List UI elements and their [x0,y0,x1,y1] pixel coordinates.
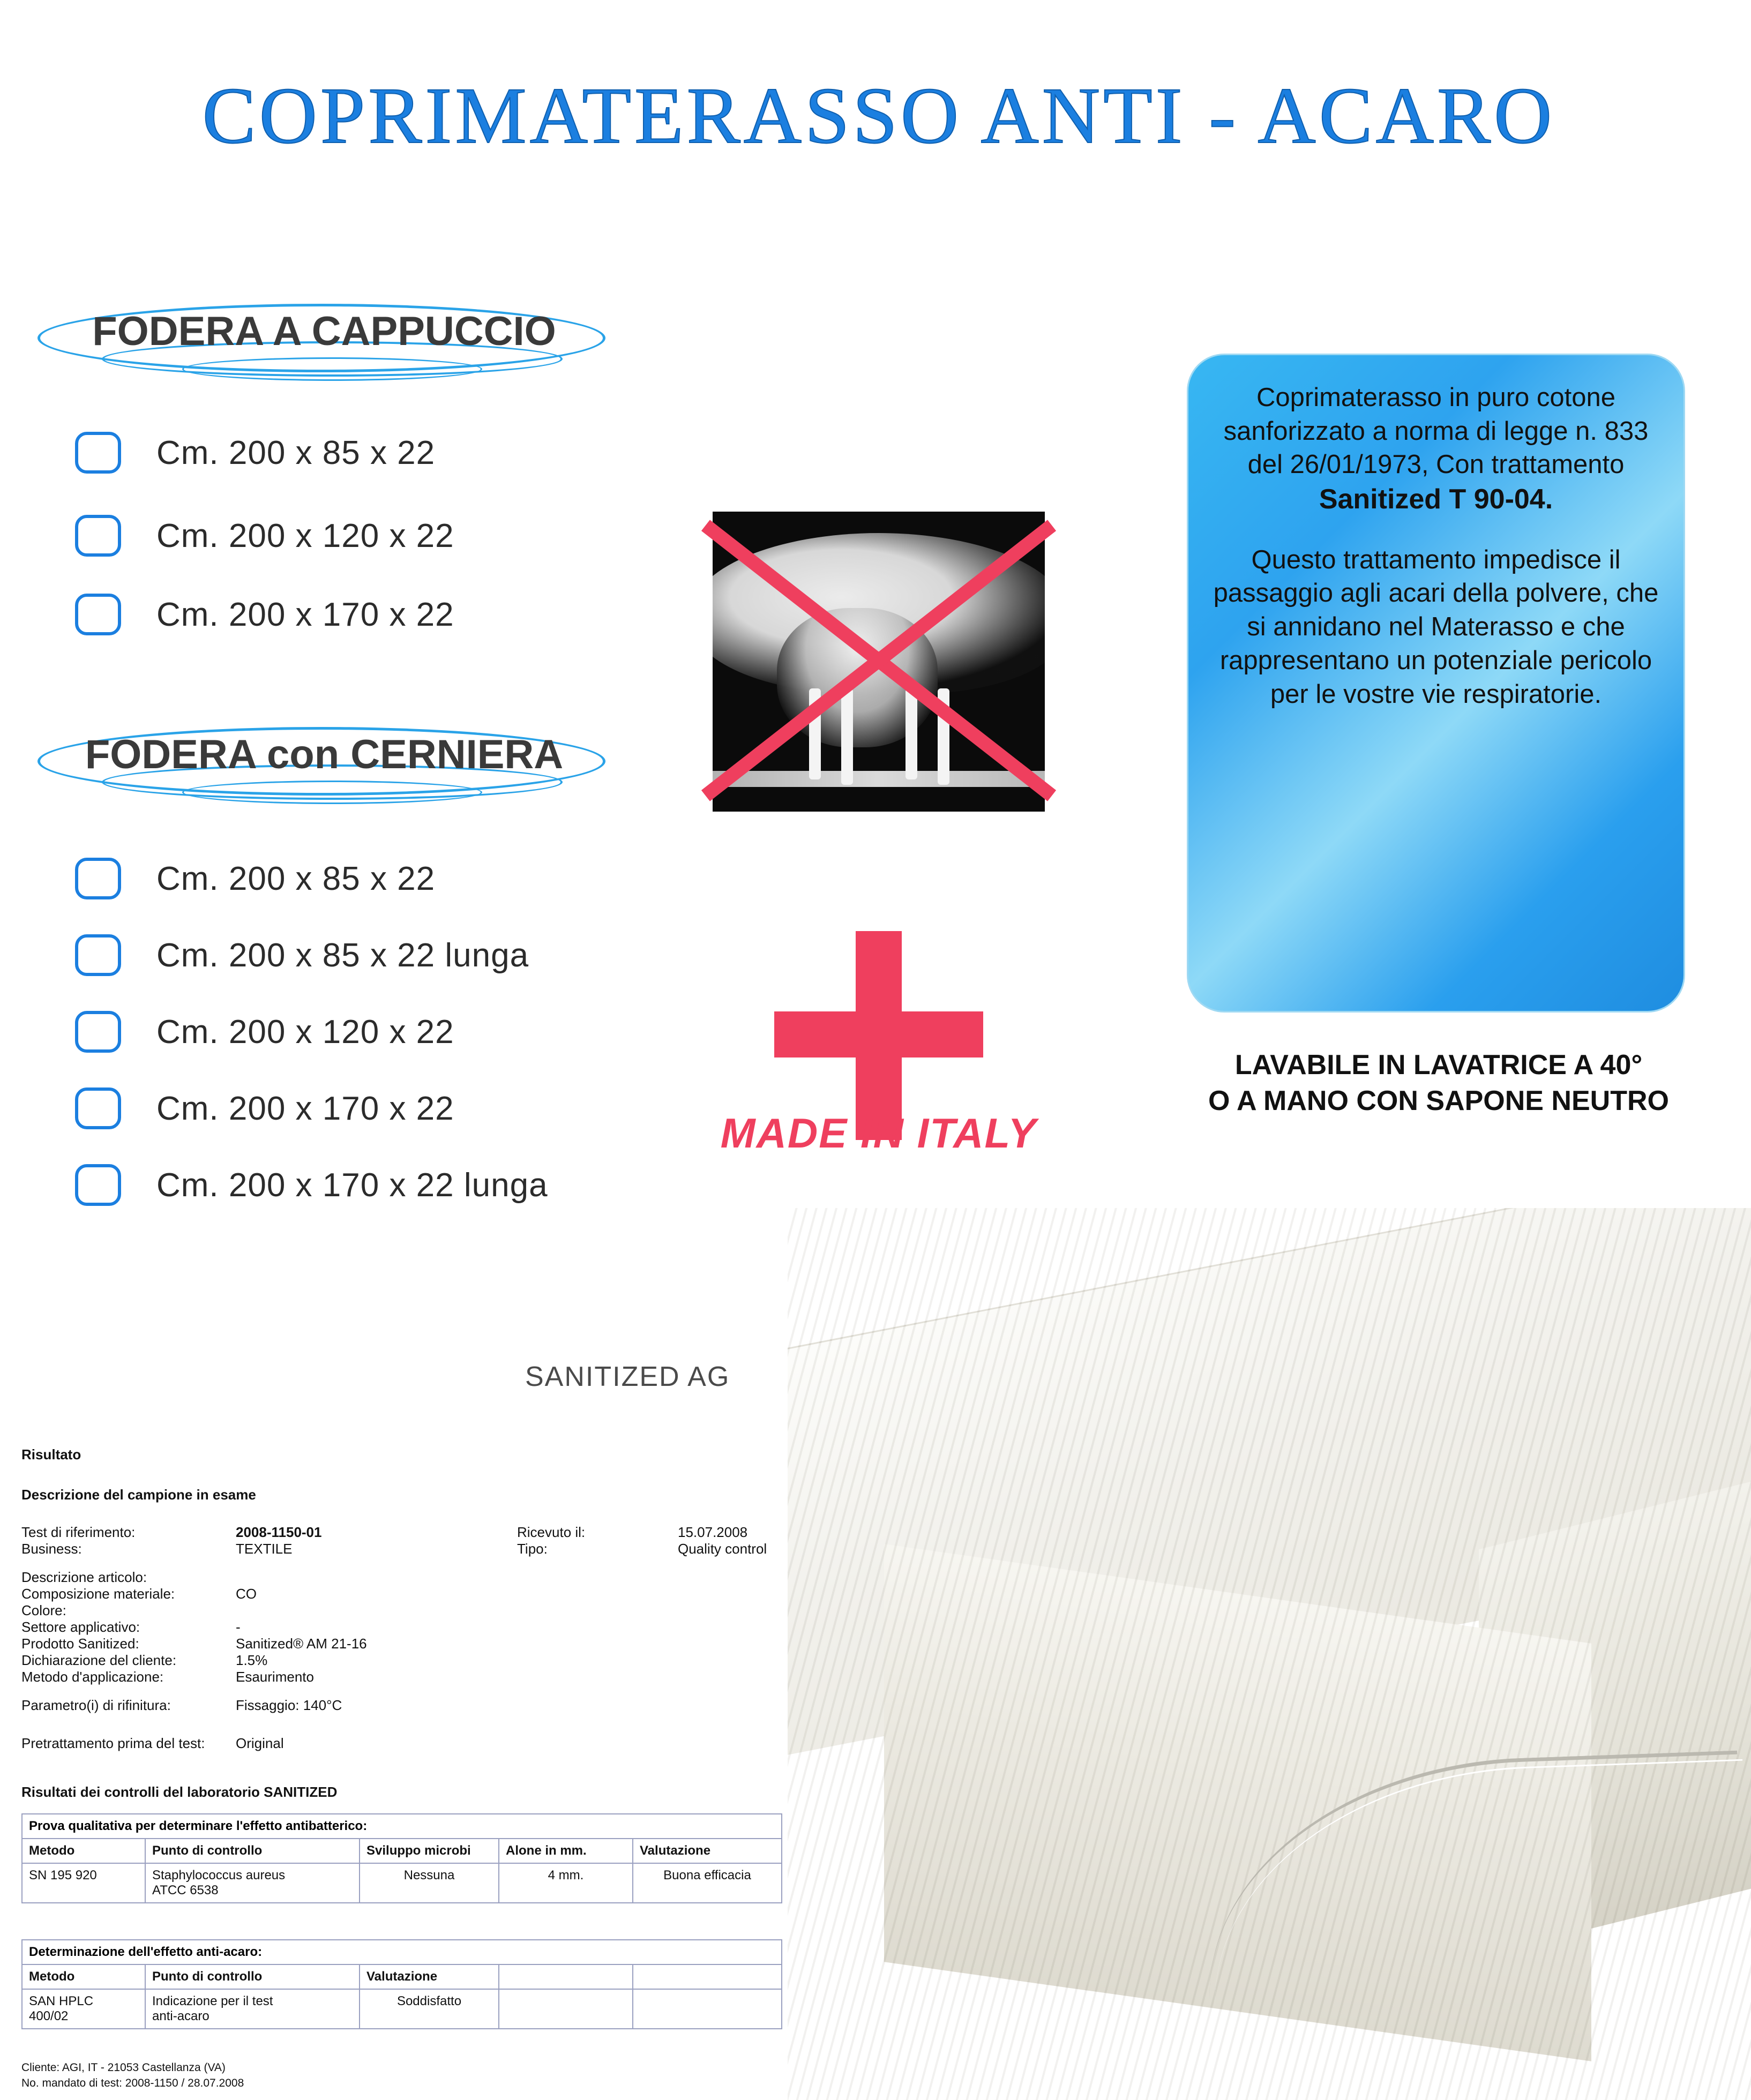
washing-instructions [1187,1047,1690,1119]
table-header-row-2 [22,1964,782,1989]
th2-punto: Punto di controllo [145,1964,360,1989]
footer-line-2: No. mandato di test: 2008-1150 / 28.07.2008 [21,2077,244,2090]
option-row-cappuccio-1[interactable] [75,426,435,479]
antibacterial-test-table-wrap [21,1813,782,1903]
field-value-8: Esaurimento [236,1669,314,1685]
checkbox-cerniera-2[interactable] [75,934,121,976]
certificate-result-heading [21,1446,81,1463]
certificate-footer [21,2060,244,2091]
th2-valutazione: Valutazione [360,1964,499,1989]
field-label-right-1: Tipo: [517,1541,548,1557]
section-heading-cappuccio [21,292,627,399]
field-label-2: Descrizione articolo: [21,1569,147,1585]
th-alone: Alone in mm. [499,1839,633,1863]
option-label-cerniera-4: Cm. 200 x 170 x 22 [156,1090,454,1127]
field-label-7: Dichiarazione del cliente: [21,1652,177,1668]
th-metodo: Metodo [22,1839,145,1863]
mattress-product-photo [788,1208,1751,2100]
washing-line-1: LAVABILE IN LAVATRICE A 40° [1234,1049,1643,1081]
field-value-3: CO [236,1586,257,1602]
option-row-cerniera-1[interactable] [75,852,435,905]
th2-empty-2 [633,1964,782,1989]
option-label-cappuccio-2: Cm. 200 x 120 x 22 [156,517,454,554]
option-label-cerniera-2: Cm. 200 x 85 x 22 lunga [156,936,529,974]
field-value-6: Sanitized® AM 21-16 [236,1636,367,1652]
section-label-cerniera: FODERA con CERNIERA [85,732,564,777]
field-label-0: Test di riferimento: [21,1524,136,1540]
field-label-6: Prodotto Sanitized: [21,1636,139,1652]
td2-metodo: SAN HPLC 400/02 [22,1989,145,2029]
td2-empty-2 [633,1989,782,2029]
checkbox-cappuccio-1[interactable] [75,432,121,474]
field-value-1: TEXTILE [236,1541,293,1557]
th-sviluppo: Sviluppo microbi [360,1839,499,1863]
section-heading-cerniera [21,715,627,822]
table2-caption: Determinazione dell'effetto anti-acaro: [21,1939,782,1964]
result-heading-text: Risultato [21,1446,81,1462]
th-punto: Punto di controllo [145,1839,360,1863]
field-value-0: 2008-1150-01 [236,1524,322,1540]
option-row-cerniera-3[interactable] [75,1005,454,1059]
sample-heading-text: Descrizione del campione in esame [21,1487,256,1503]
product-info-panel [1187,354,1685,1012]
certificate-fields-left [21,1524,504,1752]
option-row-cappuccio-2[interactable] [75,509,454,562]
oval-decoration-inner-2 [182,781,482,804]
checkbox-cappuccio-2[interactable] [75,515,121,557]
td2-valutazione: Soddisfatto [360,1989,499,2029]
certificate-sample-heading [21,1487,256,1503]
field-label-3: Composizione materiale: [21,1586,175,1602]
red-cross-icon [774,964,983,1098]
field-value-5: - [236,1619,241,1635]
footer-line-1: Cliente: AGI, IT - 21053 Castellanza (VA) [21,2061,226,2074]
option-label-cerniera-3: Cm. 200 x 120 x 22 [156,1013,454,1051]
td-sviluppo: Nessuna [360,1863,499,1903]
washing-line-2: O A MANO CON SAPONE NEUTRO [1208,1085,1669,1116]
checkbox-cerniera-5[interactable] [75,1164,121,1206]
field-value-right-1: Quality control [678,1541,767,1557]
table-header-row [22,1839,782,1863]
certificate-fields-right [517,1524,796,1557]
checkbox-cerniera-4[interactable] [75,1088,121,1129]
field-label-10: Pretrattamento prima del test: [21,1735,205,1751]
field-value-7: 1.5% [236,1652,268,1668]
certificate-lab-heading [21,1784,337,1801]
page-title: COPRIMATERASSO ANTI - ACARO [202,71,1555,160]
info-paragraph-2: Questo trattamento impedisce il passaggio agli acari della polvere, che si annidano nel Materasso e che rappresentano un potenziale pericolo per le vostre vie respiratorie. [1213,545,1659,709]
td-valutazione: Buona efficacia [633,1863,782,1903]
antimite-test-table [21,1964,782,2029]
table-row-2 [22,1989,782,2029]
table1-caption: Prova qualitativa per determinare l'effetto antibatterico: [21,1813,782,1838]
option-row-cerniera-2[interactable] [75,928,529,982]
field-label-9: Parametro(i) di rifinitura: [21,1697,171,1713]
option-label-cappuccio-3: Cm. 200 x 170 x 22 [156,596,454,633]
section-label-cappuccio: FODERA A CAPPUCCIO [92,309,556,354]
checkbox-cappuccio-3[interactable] [75,594,121,635]
made-in-italy-label: MADE IN ITALY [720,1109,1037,1157]
option-label-cappuccio-1: Cm. 200 x 85 x 22 [156,434,436,471]
field-label-4: Colore: [21,1602,66,1618]
td-punto: Staphylococcus aureus ATCC 6538 [145,1863,360,1903]
td-metodo: SN 195 920 [22,1863,145,1903]
field-value-9: Fissaggio: 140°C [236,1697,342,1713]
option-row-cappuccio-3[interactable] [75,588,454,641]
antibacterial-test-table [21,1838,782,1903]
info-paragraph-1-text: Coprimaterasso in puro cotone sanforizzato a norma di legge n. 833 del 26/01/1973, Con trattamento [1223,383,1649,479]
table-row [22,1863,782,1903]
sanitized-product-name: Sanitized T 90-04. [1319,484,1553,515]
oval-decoration-inner [182,357,482,381]
option-row-cerniera-4[interactable] [75,1082,454,1135]
field-value-right-0: 15.07.2008 [678,1524,748,1540]
option-label-cerniera-1: Cm. 200 x 85 x 22 [156,860,436,897]
td-alone: 4 mm. [499,1863,633,1903]
td2-empty-1 [499,1989,633,2029]
checkbox-cerniera-3[interactable] [75,1011,121,1053]
checkbox-cerniera-1[interactable] [75,858,121,899]
option-label-cerniera-5: Cm. 200 x 170 x 22 lunga [156,1166,548,1204]
field-label-5: Settore applicativo: [21,1619,140,1635]
field-value-10: Original [236,1735,284,1751]
field-label-8: Metodo d'applicazione: [21,1669,164,1685]
antimite-test-table-wrap [21,1939,782,2029]
lab-heading-text: Risultati dei controlli del laboratorio SANITIZED [21,1784,338,1800]
info-paragraph-1 [1210,381,1662,518]
th2-empty-1 [499,1964,633,1989]
crossed-out-sheep-icon [713,512,1045,812]
field-label-1: Business: [21,1541,82,1557]
option-row-cerniera-5[interactable] [75,1158,548,1212]
th-valutazione: Valutazione [633,1839,782,1863]
field-label-right-0: Ricevuto il: [517,1524,586,1540]
td2-punto: Indicazione per il test anti-acaro [145,1989,360,2029]
certificate-brand: SANITIZED AG [525,1361,730,1392]
th2-metodo: Metodo [22,1964,145,1989]
